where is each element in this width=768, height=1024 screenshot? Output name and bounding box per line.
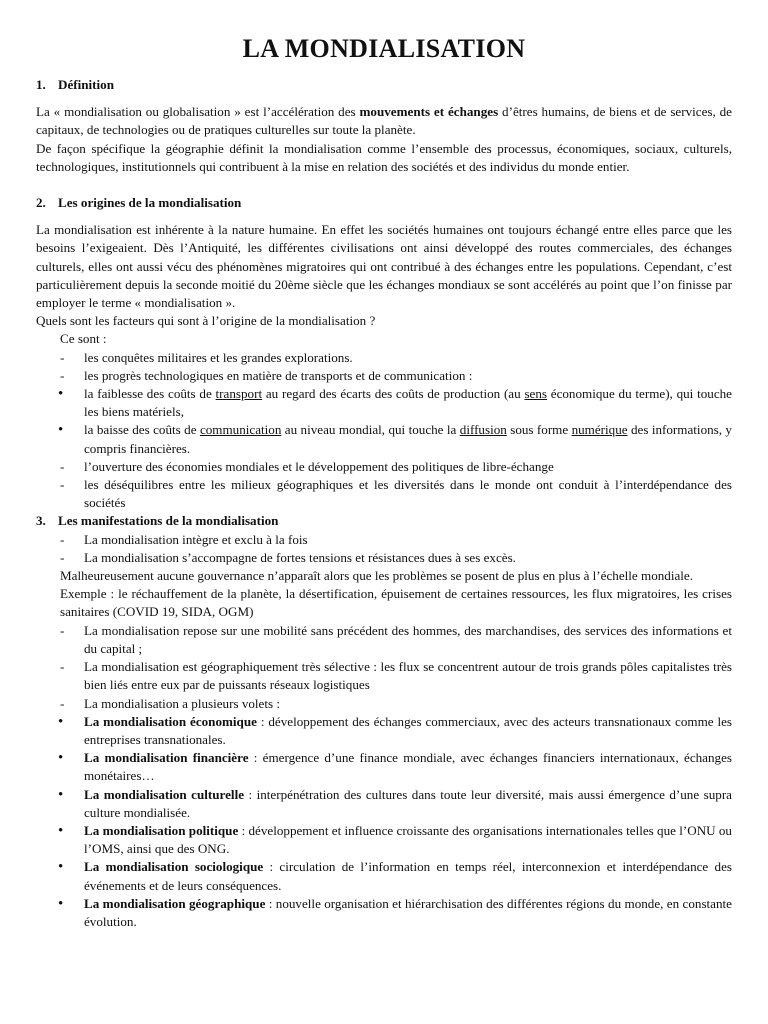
- text-run: l’ouverture des économies mondiales et le développement des politiques de libre-échange: [84, 458, 554, 474]
- text-run: : interpénétration des cultures dans toute leur diversité, mais aussi émergence d’une supra culture mondialisée.: [84, 786, 732, 820]
- text-run: La mondialisation repose sur une mobilité sans précédent des hommes, des marchandises, des services des informations et du capital ;: [84, 622, 732, 656]
- list-item: [36, 895, 732, 931]
- list-item: [36, 458, 732, 476]
- manifestations-list-a: [36, 531, 732, 567]
- bold-text: La mondialisation économique: [84, 713, 257, 729]
- list-item: [36, 385, 732, 421]
- text-run: La mondialisation est géographiquement très sélective : les flux se concentrent autour de trois grands pôles capitalistes très bien liés entre eux par de puissants réseaux logistiques: [84, 659, 732, 693]
- text-run: : développement des échanges commerciaux, avec des acteurs transnationaux comme les entreprises transnationales.: [84, 713, 733, 747]
- text-run: La mondialisation intègre et exclu à la fois: [84, 531, 308, 547]
- dash-marker: -: [60, 349, 65, 365]
- bold-text: La mondialisation politique: [84, 822, 239, 838]
- bullet-marker: •: [58, 386, 64, 403]
- list-item: [36, 822, 732, 858]
- bold-text: La mondialisation sociologique: [84, 859, 264, 875]
- governance-paragraph: Malheureusement aucune gouvernance n’apparaît alors que les problèmes se posent de plus en plus à l’échelle mondiale.: [60, 568, 694, 584]
- bullet-marker: •: [58, 750, 64, 767]
- list-item: [36, 713, 732, 749]
- bullet-marker: •: [58, 895, 64, 912]
- section-1-title: Définition: [58, 77, 115, 92]
- document-title: LA MONDIALISATION: [242, 34, 526, 63]
- text-run: des informations, y compris financières.: [84, 422, 732, 456]
- text-run: la baisse des coûts de: [84, 422, 200, 438]
- origins-factors-list: [36, 349, 732, 513]
- text-run: sous forme: [506, 422, 572, 438]
- section-3-heading: [36, 512, 732, 530]
- list-item: [36, 367, 732, 385]
- dash-marker: -: [60, 659, 65, 675]
- origins-intro: Ce sont :: [60, 331, 107, 347]
- list-item: [36, 658, 732, 694]
- text-run: : émergence d’une finance mondiale, avec échanges financiers internationaux, échanges monétaires…: [84, 750, 732, 784]
- example-paragraph: Exemple : le réchauffement de la planète, la désertification, épuisement de certaines ressources, les flux migratoires, les crises sanitaires (COVID 19, SIDA, OGM): [60, 586, 732, 620]
- bold-text: La mondialisation culturelle: [84, 786, 245, 802]
- section-3-title: Les manifestations de la mondialisation: [58, 513, 279, 529]
- text-run: les progrès technologiques en matière de transports et de communication :: [84, 367, 473, 383]
- text-run: les conquêtes militaires et les grandes explorations.: [84, 349, 353, 365]
- geography-definition-paragraph: De façon spécifique la géographie définit la mondialisation comme l’ensemble des processus, économiques, sociaux, culturels, technologiques, institutionnels qui contribuent à la mise en relation des sociétés et des individus du monde entier.: [36, 140, 732, 174]
- dash-marker: -: [60, 549, 65, 565]
- definition-paragraph: [36, 103, 732, 139]
- text-run: La mondialisation s’accompagne de fortes tensions et résistances dues à ses excès.: [84, 549, 516, 565]
- bold-text: La mondialisation financière: [84, 750, 249, 766]
- section-2-title: Les origines de la mondialisation: [58, 195, 242, 211]
- list-item: [36, 531, 732, 549]
- list-item: [36, 549, 732, 567]
- underlined-text: diffusion: [459, 422, 507, 438]
- list-item: [36, 749, 732, 785]
- text-run: la faiblesse des coûts de: [84, 386, 216, 402]
- list-item: [36, 476, 732, 512]
- text-run: au niveau mondial, qui touche la: [281, 422, 460, 438]
- origins-question: Quels sont les facteurs qui sont à l’origine de la mondialisation ?: [36, 313, 376, 329]
- section-2-heading: [36, 194, 732, 212]
- dash-marker: -: [60, 531, 65, 547]
- bold-text: mouvements et échanges: [359, 104, 499, 120]
- bullet-marker: •: [58, 822, 64, 839]
- list-item: [36, 622, 732, 658]
- bullet-marker: •: [58, 713, 64, 730]
- text-run: d’êtres humains, de biens et de services, de capitaux, de technologies ou de pratiques culturelles sur toute la planète.: [36, 104, 732, 138]
- section-3-number: 3.: [36, 513, 46, 529]
- section-1-number: 1.: [36, 77, 46, 92]
- dash-marker: -: [60, 367, 65, 383]
- text-run: La mondialisation a plusieurs volets :: [84, 695, 281, 711]
- section-2-number: 2.: [36, 195, 46, 211]
- dash-marker: -: [60, 622, 65, 638]
- dash-marker: -: [60, 695, 65, 711]
- underlined-text: sens: [524, 386, 547, 402]
- dash-marker: -: [60, 477, 65, 493]
- list-item: [36, 349, 732, 367]
- bullet-marker: •: [58, 859, 64, 876]
- bullet-marker: •: [58, 786, 64, 803]
- text-run: économique du terme), qui touche les biens matériels,: [84, 386, 732, 420]
- text-run: : développement et influence croissante des organisations internationales telles que l’ONU ou l’OMS, ainsi que des ONG.: [84, 822, 732, 857]
- list-item: [36, 786, 732, 822]
- origins-paragraph: La mondialisation est inhérente à la nature humaine. En effet les sociétés humaines ont toujours échangé entre elles parce que les besoins l’exigeaient. Dès l’Antiquité, les différentes civilisations ont ainsi développé des routes commerciales, des échanges culturels, elles ont aussi vécu des phénomènes migratoires qui ont contribué à des échanges entre les populations. Cependant, c’est particulièrement depuis la seconde moitié du 20ème siècle que les échanges mondiaux se sont accélérés au point que l’on finisse par employer le terme « mondialisation ».: [36, 222, 732, 311]
- underlined-text: communication: [199, 422, 282, 438]
- text-run: les déséquilibres entre les milieux géographiques et les diversités dans le monde ont conduit à l’interdépendance des sociétés: [84, 477, 732, 511]
- bold-text: La mondialisation géographique: [84, 895, 266, 911]
- bullet-marker: •: [58, 422, 64, 439]
- section-1-heading: [36, 76, 732, 94]
- underlined-text: numérique: [571, 422, 628, 438]
- list-item: [36, 858, 732, 894]
- text-run: au regard des écarts des coûts de production (au: [262, 386, 525, 402]
- underlined-text: transport: [215, 386, 263, 402]
- text-run: : nouvelle organisation et hiérarchisation des différentes régions du monde, en constante évolution.: [84, 895, 732, 929]
- text-run: : circulation de l’information en temps réel, interconnexion et interdépendance des événements et de leurs conséquences.: [84, 859, 732, 893]
- manifestations-list-b: [36, 622, 732, 931]
- list-item: [36, 695, 732, 713]
- dash-marker: -: [60, 458, 65, 474]
- text-run: La « mondialisation ou globalisation » est l’accélération des: [36, 104, 360, 120]
- list-item: [36, 421, 732, 457]
